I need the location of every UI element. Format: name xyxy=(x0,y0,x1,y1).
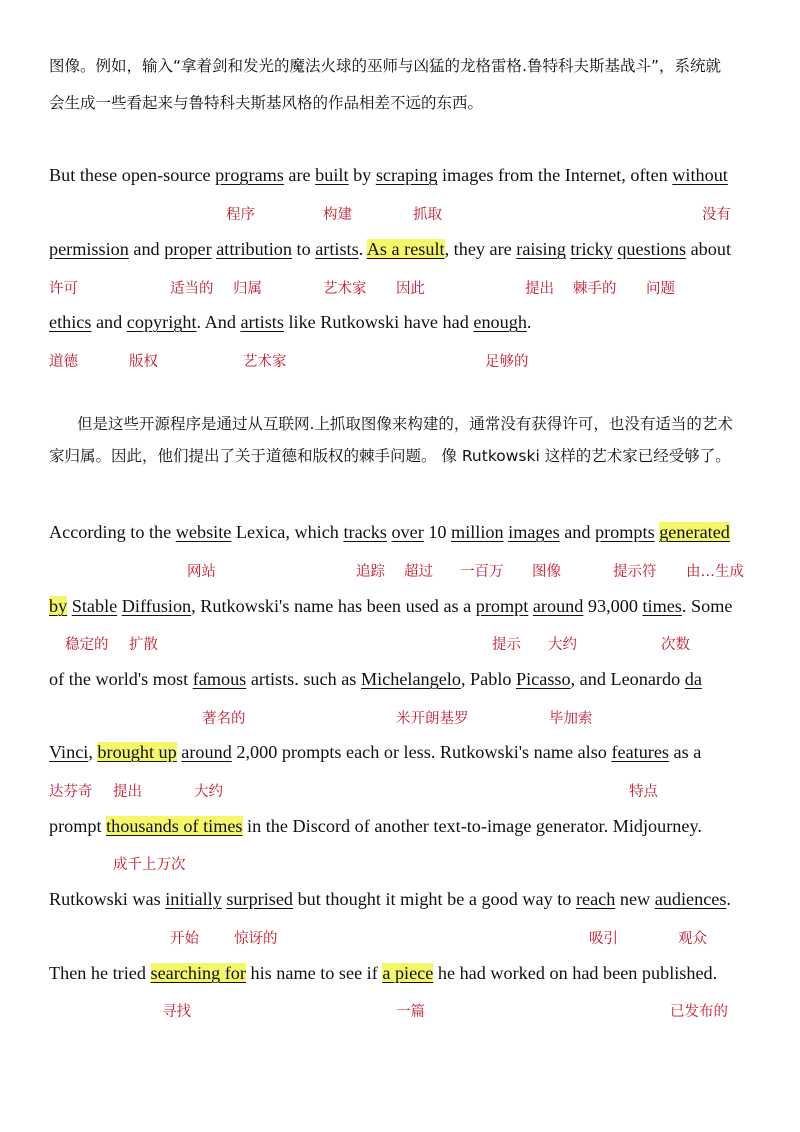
translation-chinese-line-2: 家归属。因此，他们提出了关于道德和版权的棘手问题。 像 Rutkowski 这样的艺术家已经受够了。 xyxy=(49,447,731,465)
text-run: . Some xyxy=(681,596,733,616)
text-run: and xyxy=(559,522,596,542)
p2-english-line-7 xyxy=(49,962,717,984)
vocab-word: Stable xyxy=(71,596,118,616)
gloss: 惊讶的 xyxy=(234,931,278,947)
text-run: , and Leonardo xyxy=(570,669,685,689)
vocab-word: tracks xyxy=(343,522,387,542)
text-run: prompt xyxy=(49,816,107,836)
p1-english-line-3 xyxy=(49,311,531,333)
intro-chinese-line-2: 会生成一些看起来与鲁特科夫斯基风格的作品相差不远的东西。 xyxy=(49,94,484,112)
gloss: 提示 xyxy=(492,637,521,653)
vocab-word: reach xyxy=(575,889,616,909)
vocab-word: proper xyxy=(164,239,212,259)
vocab-word: copyright xyxy=(126,312,197,332)
text-run: artists. such as xyxy=(246,669,361,689)
text-run: his name to see if xyxy=(245,963,383,983)
p2-english-line-6 xyxy=(49,888,731,910)
vocab-word: audiences xyxy=(654,889,727,909)
gloss: 许可 xyxy=(49,281,78,297)
gloss: 超过 xyxy=(404,564,433,580)
p2-english-line-3 xyxy=(49,668,702,690)
text-run: 93,000 xyxy=(583,596,643,616)
gloss: 特点 xyxy=(629,784,658,800)
text-run: images from the Internet, often xyxy=(437,165,673,185)
text-run: like Rutkowski have had xyxy=(283,312,474,332)
text-run: and xyxy=(128,239,165,259)
vocab-word: Michelangelo xyxy=(360,669,461,689)
vocab-word: scraping xyxy=(375,165,438,185)
text-run: of the world's most xyxy=(49,669,193,689)
gloss: 抓取 xyxy=(413,207,442,223)
p2-english-line-1 xyxy=(49,521,730,543)
gloss: 已发布的 xyxy=(670,1004,728,1020)
gloss: 大约 xyxy=(194,784,223,800)
vocab-word: da xyxy=(684,669,702,689)
vocab-word: raising xyxy=(516,239,566,259)
vocab-word: artists xyxy=(315,239,359,259)
gloss: 棘手的 xyxy=(573,281,617,297)
gloss: 稳定的 xyxy=(65,637,109,653)
gloss: 程序 xyxy=(226,207,255,223)
gloss: 一百万 xyxy=(460,564,504,580)
text-run: , they are xyxy=(444,239,517,259)
gloss: 达芬奇 xyxy=(49,784,93,800)
translation-chinese-line-1: 但是这些开源程序是通过从互联网.上抓取图像来构建的，通常没有获得许可，也没有适当的艺术 xyxy=(77,415,733,433)
vocab-word: times xyxy=(642,596,682,616)
gloss: 扩散 xyxy=(129,637,158,653)
text-run: Lexica, which xyxy=(231,522,344,542)
vocab-word: ethics xyxy=(49,312,92,332)
text-run: . xyxy=(358,239,367,259)
vocab-word: without xyxy=(672,165,728,185)
text-run: as a xyxy=(669,742,702,762)
vocab-word: features xyxy=(611,742,669,762)
vocab-word: surprised xyxy=(226,889,294,909)
text-run: by xyxy=(348,165,376,185)
gloss: 网站 xyxy=(187,564,216,580)
highlighted-phrase: brought up xyxy=(97,742,177,762)
text-run: new xyxy=(615,889,655,909)
gloss: 开始 xyxy=(170,931,199,947)
vocab-word: million xyxy=(451,522,504,542)
intro-chinese-line-1: 图像。例如，输入“拿着剑和发光的魔法火球的巫师与凶猛的龙格雷格.鲁特科夫斯基战斗”，系统就 xyxy=(49,57,721,75)
vocab-word: built xyxy=(315,165,349,185)
vocab-word: prompt xyxy=(475,596,529,616)
vocab-word: prompts xyxy=(595,522,655,542)
gloss: 归属 xyxy=(233,281,262,297)
vocab-word: attribution xyxy=(216,239,292,259)
text-run: Rutkowski was xyxy=(49,889,166,909)
vocab-word: artists xyxy=(240,312,284,332)
p2-english-line-5 xyxy=(49,815,702,837)
vocab-word: famous xyxy=(192,669,247,689)
vocab-word: Vinci xyxy=(49,742,89,762)
gloss: 艺术家 xyxy=(323,281,367,297)
vocab-word: Picasso xyxy=(516,669,571,689)
text-run: 10 xyxy=(423,522,452,542)
highlighted-phrase: As a result xyxy=(366,239,445,259)
vocab-word: over xyxy=(391,522,424,542)
text-run: in the Discord of another text-to-image generator. Midjourney. xyxy=(242,816,702,836)
gloss: 由…生成 xyxy=(686,564,744,580)
gloss: 问题 xyxy=(646,281,675,297)
vocab-word: permission xyxy=(49,239,129,259)
gloss: 著名的 xyxy=(202,711,246,727)
vocab-word: around xyxy=(181,742,232,762)
highlighted-phrase: a piece xyxy=(382,963,434,983)
vocab-word: around xyxy=(532,596,584,616)
gloss: 大约 xyxy=(548,637,577,653)
text-run: But these open-source xyxy=(49,165,216,185)
text-run: , Rutkowski's name has been used as a xyxy=(191,596,476,616)
gloss: 适当的 xyxy=(170,281,214,297)
text-run: but thought it might be a good way to xyxy=(293,889,576,909)
text-run: , Pablo xyxy=(460,669,517,689)
gloss: 因此 xyxy=(396,281,425,297)
text-run: he had worked on had been published. xyxy=(433,963,718,983)
vocab-word: tricky xyxy=(570,239,613,259)
gloss: 提出 xyxy=(113,784,142,800)
p1-english-line-2 xyxy=(49,238,731,260)
gloss: 图像 xyxy=(532,564,561,580)
gloss: 吸引 xyxy=(589,931,618,947)
text-run: Then he tried xyxy=(49,963,151,983)
gloss: 次数 xyxy=(661,637,690,653)
gloss: 成千上万次 xyxy=(113,857,186,873)
text-run: . xyxy=(526,312,532,332)
gloss: 毕加索 xyxy=(549,711,593,727)
gloss: 艺术家 xyxy=(243,354,287,370)
gloss: 构建 xyxy=(323,207,352,223)
highlighted-phrase: thousands of times xyxy=(106,816,243,836)
vocab-word: website xyxy=(175,522,232,542)
highlighted-phrase: by xyxy=(49,596,68,616)
vocab-word: enough xyxy=(473,312,527,332)
gloss: 观众 xyxy=(678,931,707,947)
gloss: 一篇 xyxy=(396,1004,425,1020)
vocab-word: Diffusion xyxy=(121,596,192,616)
text-run: . xyxy=(726,889,731,909)
gloss: 追踪 xyxy=(356,564,385,580)
text-run: , xyxy=(88,742,98,762)
p2-english-line-2 xyxy=(49,595,732,617)
text-run: are xyxy=(283,165,316,185)
p2-english-line-4 xyxy=(49,741,701,763)
text-run: 2,000 prompts each or less. Rutkowski's name also xyxy=(231,742,612,762)
gloss: 足够的 xyxy=(485,354,529,370)
gloss: 没有 xyxy=(702,207,731,223)
highlighted-phrase: generated xyxy=(659,522,730,542)
text-run: about xyxy=(686,239,732,259)
gloss: 米开朗基罗 xyxy=(396,711,469,727)
highlighted-phrase: searching for xyxy=(150,963,246,983)
vocab-word: programs xyxy=(215,165,284,185)
gloss: 提出 xyxy=(525,281,554,297)
text-run: . And xyxy=(196,312,241,332)
gloss: 道德 xyxy=(49,354,78,370)
gloss: 提示符 xyxy=(613,564,657,580)
p1-english-line-1 xyxy=(49,164,728,186)
vocab-word: images xyxy=(508,522,560,542)
text-run: According to the xyxy=(49,522,176,542)
vocab-word: initially xyxy=(165,889,222,909)
text-run: and xyxy=(91,312,127,332)
vocab-word: questions xyxy=(617,239,687,259)
text-run: to xyxy=(291,239,316,259)
gloss: 寻找 xyxy=(162,1004,191,1020)
gloss: 版权 xyxy=(129,354,158,370)
